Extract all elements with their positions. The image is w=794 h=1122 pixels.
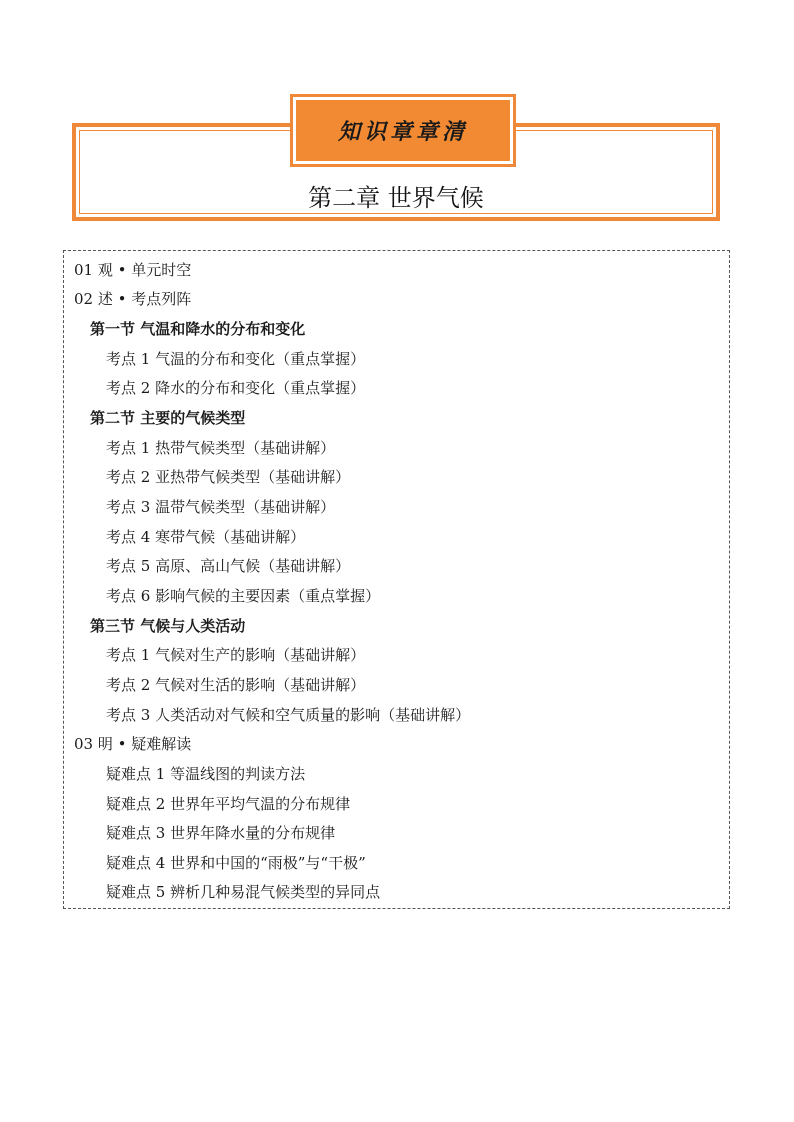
toc-item[interactable]: 第三节 气候与人类活动 xyxy=(90,617,246,635)
toc-item[interactable]: 第一节 气温和降水的分布和变化 xyxy=(90,320,306,338)
toc-item[interactable]: 考点 4 寒带气候（基础讲解） xyxy=(106,528,306,546)
toc-item[interactable]: 考点 5 高原、高山气候（基础讲解） xyxy=(106,557,351,575)
chapter-title: 第二章 世界气候 xyxy=(308,184,484,212)
toc-item[interactable]: 考点 3 温带气候类型（基础讲解） xyxy=(106,498,336,516)
toc-item[interactable]: 考点 3 人类活动对气候和空气质量的影响（基础讲解） xyxy=(106,706,471,724)
toc-item[interactable]: 03 明 • 疑难解读 xyxy=(74,735,192,753)
toc-item[interactable]: 02 述 • 考点列阵 xyxy=(74,290,192,308)
toc-item[interactable]: 疑难点 1 等温线图的判读方法 xyxy=(106,765,306,783)
toc-item[interactable]: 考点 1 气候对生产的影响（基础讲解） xyxy=(106,646,366,664)
toc-item[interactable]: 考点 2 气候对生活的影响（基础讲解） xyxy=(106,676,366,694)
toc-item[interactable]: 第二节 主要的气候类型 xyxy=(90,409,246,427)
section-tag-box xyxy=(290,94,516,167)
table-of-contents xyxy=(63,250,730,909)
toc-item[interactable]: 考点 2 亚热带气候类型（基础讲解） xyxy=(106,468,351,486)
toc-item[interactable]: 考点 1 气温的分布和变化（重点掌握） xyxy=(106,350,366,368)
toc-item[interactable]: 考点 1 热带气候类型（基础讲解） xyxy=(106,439,336,457)
toc-item[interactable]: 疑难点 2 世界年平均气温的分布规律 xyxy=(106,795,351,813)
toc-item[interactable]: 疑难点 4 世界和中国的“雨极”与“干极” xyxy=(106,854,366,872)
toc-item[interactable]: 疑难点 3 世界年降水量的分布规律 xyxy=(106,824,336,842)
toc-item[interactable]: 疑难点 5 辨析几种易混气候类型的异同点 xyxy=(106,883,381,901)
toc-item[interactable]: 考点 6 影响气候的主要因素（重点掌握） xyxy=(106,587,381,605)
section-tag-label: 知识章章清 xyxy=(337,119,468,145)
section-tag-fill xyxy=(296,100,510,161)
toc-item[interactable]: 01 观 • 单元时空 xyxy=(74,261,192,279)
toc-item[interactable]: 考点 2 降水的分布和变化（重点掌握） xyxy=(106,379,366,397)
